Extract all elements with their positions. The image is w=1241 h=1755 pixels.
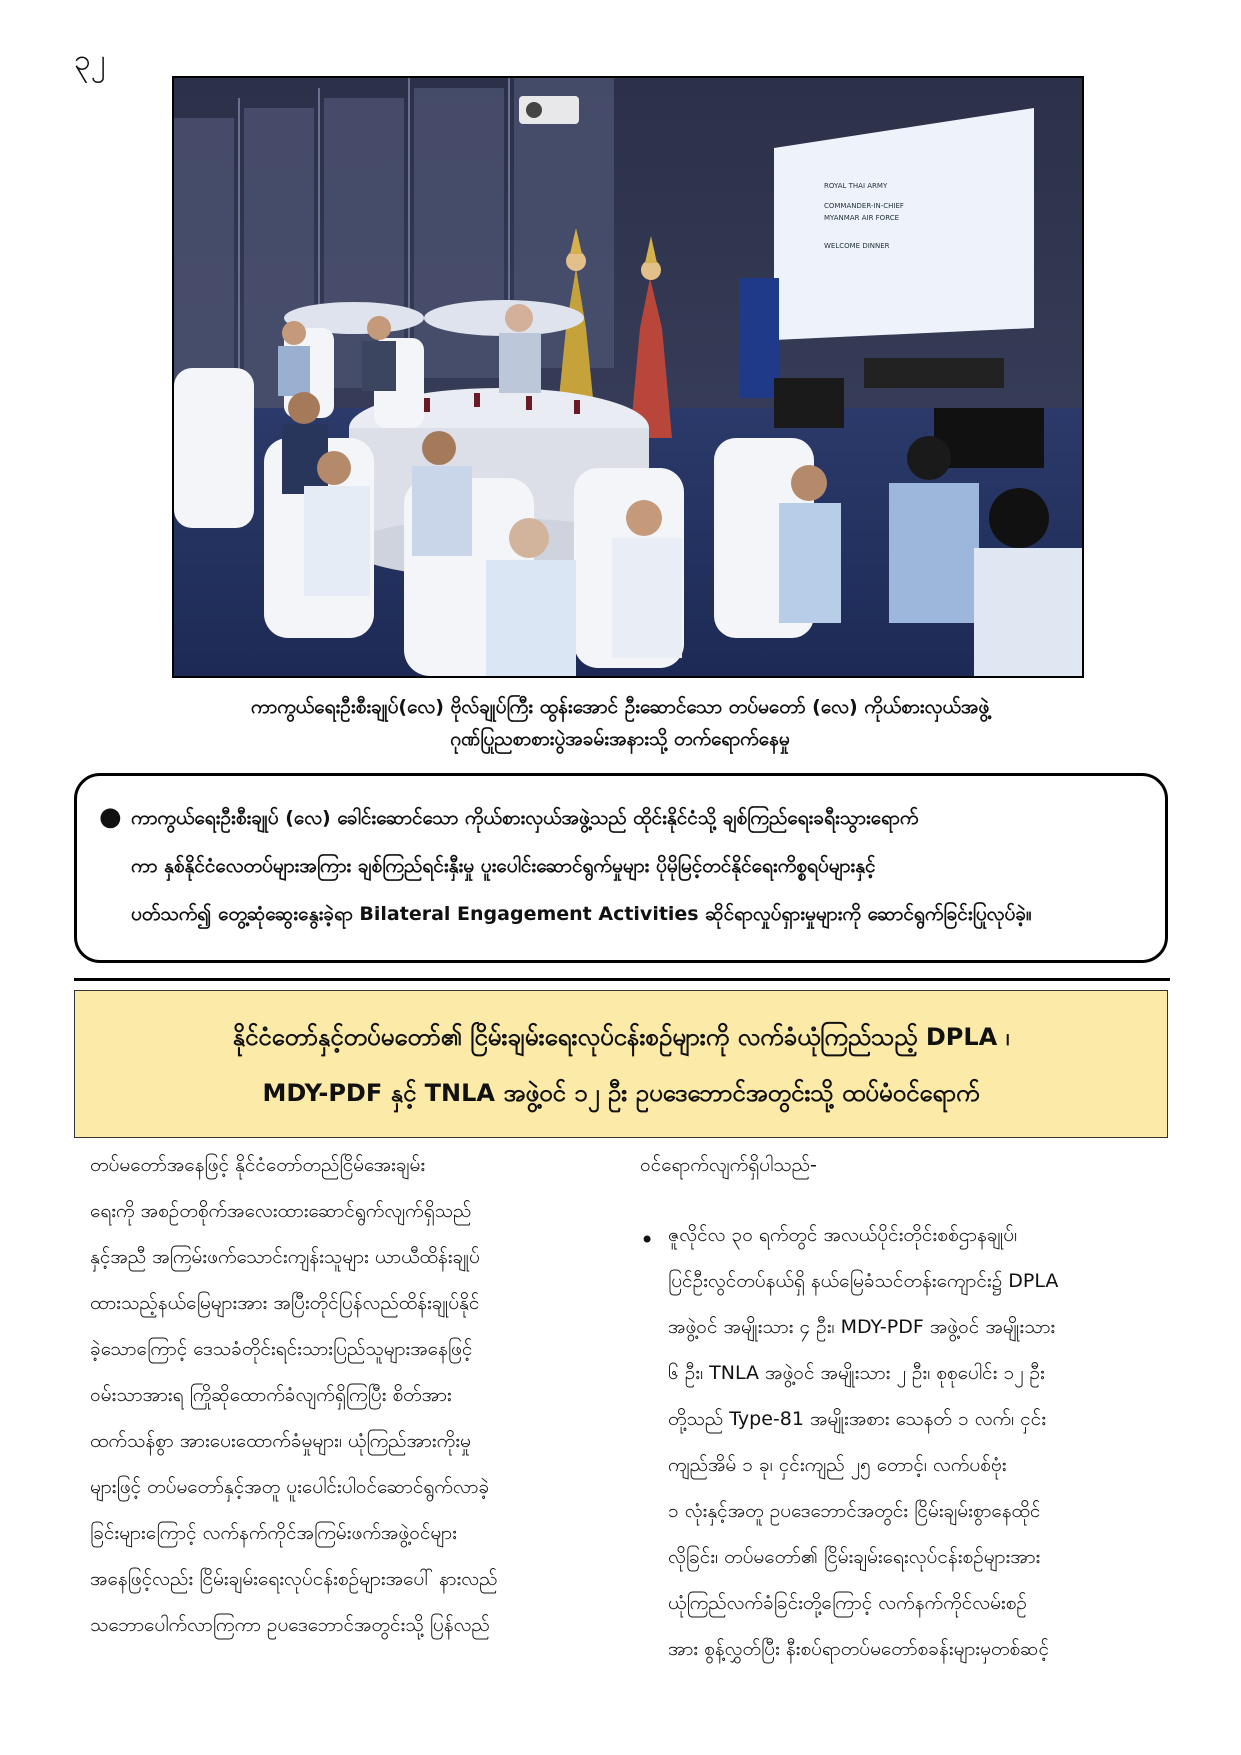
- right-col-line: ယုံကြည်လက်ခံခြင်းတို့ကြောင့် လက်နက်ကိုင်လမ်းစဉ်: [668, 1592, 1027, 1614]
- screen-text-1: ROYAL THAI ARMY: [824, 182, 888, 190]
- left-col-line: ဝမ်းသာအားရ ကြိုဆိုထောက်ခံလျက်ရှိကြပြီး စိတ်အား: [90, 1384, 452, 1406]
- page-number: ၃၂: [74, 43, 106, 78]
- left-col-line: အနေဖြင့်လည်း ငြိမ်းချမ်းရေးလုပ်ငန်းစဉ်များအပေါ် နားလည်: [90, 1568, 498, 1590]
- right-col-intro-line: ဝင်ရောက်လျက်ရှိပါသည်-: [640, 1154, 817, 1176]
- photo-caption-line-1: ကာကွယ်ရေးဦးစီးချုပ်(လေ) ဗိုလ်ချုပ်ကြီး ထွန်းအောင် ဦးဆောင်သော တပ်မတော် (လေ) ကိုယ်စားလှယ်အဖွဲ့: [250, 696, 990, 718]
- right-col-line: ၁ လုံးနှင့်အတူ ဥပဒေဘောင်အတွင်း ငြိမ်းချမ်းစွာနေထိုင်: [668, 1500, 1041, 1522]
- left-col-line: တပ်မတော်အနေဖြင့် နိုင်ငံတော်တည်ငြိမ်အေးချမ်း: [90, 1154, 426, 1176]
- photo-caption-line-2: ဂုဏ်ပြုညစာစားပွဲအခမ်းအနားသို့ တက်ရောက်နေမှု: [450, 728, 790, 750]
- highlight-box: [74, 773, 1168, 963]
- screen-text-2: COMMANDER-IN-CHIEF: [824, 202, 904, 210]
- left-col-line: ခဲ့သောကြောင့် ဒေသခံတိုင်းရင်းသားပြည်သူများအနေဖြင့်: [90, 1338, 473, 1360]
- left-col-line: သဘောပေါက်လာကြကာ ဥပဒေဘောင်အတွင်းသို့ ပြန်လည်: [90, 1614, 490, 1636]
- right-col-line: ကျည်အိမ် ၁ ခု၊ ငှင်းကျည် ၂၅ တောင့်၊ လက်ပစ်ဗုံး: [668, 1454, 1007, 1476]
- screen-text-3: MYANMAR AIR FORCE: [824, 214, 900, 222]
- bullet-icon: •: [640, 1226, 655, 1254]
- headline-box: [74, 990, 1168, 1138]
- right-col-line: ဇူလိုင်လ ၃၀ ရက်တွင် အလယ်ပိုင်းတိုင်းစစ်ဌာနချုပ်၊: [668, 1224, 1018, 1246]
- left-col-line: များဖြင့် တပ်မတော်နှင့်အတူ ပူးပေါင်းပါဝင်ဆောင်ရွက်လာခဲ့: [90, 1476, 490, 1498]
- headline-line-2: MDY-PDF နှင့် TNLA အဖွဲ့ဝင် ၁၂ ဦး ဥပဒေဘောင်အတွင်းသို့ ထပ်မံဝင်ရောက်: [262, 1079, 980, 1107]
- right-col-line: တို့သည် Type-81 အမျိုးအစား သေနတ် ၁ လက်၊ ငှင်း: [668, 1408, 1047, 1430]
- left-col-line: ရေးကို အစဉ်တစိုက်အလေးထားဆောင်ရွက်လျက်ရှိသည်: [90, 1200, 472, 1222]
- headline-line-1: နိုင်ငံတော်နှင့်တပ်မတော်၏ ငြိမ်းချမ်းရေးလုပ်ငန်းစဉ်များကို လက်ခံယုံကြည်သည့် DPLA ၊: [232, 1023, 1010, 1051]
- left-col-line: ခြင်းများကြောင့် လက်နက်ကိုင်အကြမ်းဖက်အဖွဲ့ဝင်များ: [90, 1522, 457, 1544]
- right-col-line: အဖွဲ့ဝင် အမျိုးသား ၄ ဦး၊ MDY-PDF အဖွဲ့ဝင် အမျိုးသား: [668, 1316, 1056, 1338]
- highlight-line-1: ကာကွယ်ရေးဦးစီးချုပ် (လေ) ခေါင်းဆောင်သော ကိုယ်စားလှယ်အဖွဲ့သည် ထိုင်းနိုင်ငံသို့ ချစ်ကြည်ရေးခရီးသွားရောက်: [131, 807, 919, 829]
- left-col-line: နှင့်အညီ အကြမ်းဖက်သောင်းကျန်းသူများ ယာယီထိန်းချုပ်: [90, 1246, 480, 1268]
- right-col-line: လိုခြင်း၊ တပ်မတော်၏ ငြိမ်းချမ်းရေးလုပ်ငန်းစဉ်များအား: [668, 1546, 1041, 1568]
- highlight-line-3: ပတ်သက်၍ တွေ့ဆုံဆွေးနွေးခဲ့ရာ Bilateral Engagement Activities ဆိုင်ရာလှုပ်ရှားမှုများကို ဆောင်ရွက်ခြင်းပြုလုပ်ခဲ့။: [131, 903, 1032, 925]
- section-divider: [74, 978, 1170, 981]
- left-col-line: ထားသည့်နယ်မြေများအား အပြီးတိုင်ပြန်လည်ထိန်းချုပ်နိုင်: [90, 1292, 480, 1314]
- bullet-icon: ●: [99, 802, 122, 832]
- right-col-line: အား စွန့်လွှတ်ပြီး နီးစပ်ရာတပ်မတော်စခန်းများမှတစ်ဆင့်: [668, 1638, 1050, 1660]
- screen-text-4: WELCOME DINNER: [824, 242, 890, 250]
- highlight-line-2: ကာ နှစ်နိုင်ငံလေတပ်များအကြား ချစ်ကြည်ရင်းနှီးမှု ပူးပေါင်းဆောင်ရွက်မှုများ ပိုမိုမြင့်တင်နိုင်ရေးကိစ္စရပ်များနှင့်: [131, 855, 876, 877]
- right-col-line: ပြင်ဦးလွင်တပ်နယ်ရှိ နယ်မြေခံသင်တန်းကျောင်း၌ DPLA: [668, 1270, 1059, 1292]
- right-col-line: ၆ ဦး၊ TNLA အဖွဲ့ဝင် အမျိုးသား ၂ ဦး၊ စုစုပေါင်း ၁၂ ဦး: [668, 1362, 1045, 1384]
- left-col-line: ထက်သန်စွာ အားပေးထောက်ခံမှုများ၊ ယုံကြည်အားကိုးမှု: [90, 1430, 471, 1452]
- event-photo: [172, 76, 1084, 678]
